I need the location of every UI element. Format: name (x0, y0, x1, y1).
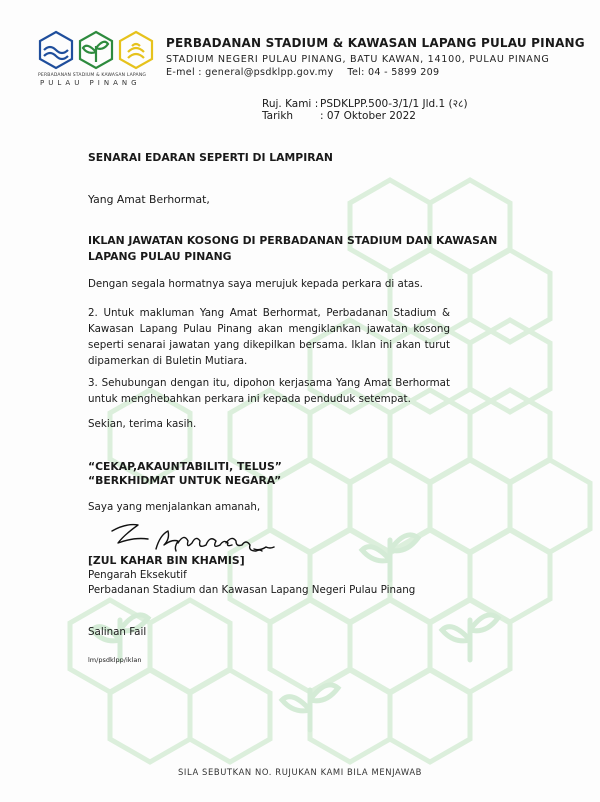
logo-caption-state: PULAU PINANG (40, 79, 141, 87)
signatory-title: Pengarah Eksekutif (88, 569, 187, 581)
subject-line-1: IKLAN JAWATAN KOSONG DI PERBADANAN STADIUM DAN KAWASAN (88, 234, 498, 247)
date-line (262, 110, 416, 122)
paragraph-3-line: 3. Sehubungan dengan itu, dipohon kerjasama Yang Amat Berhormat (88, 377, 450, 389)
closing: Sekian, terima kasih. (88, 418, 197, 430)
paragraph-1: Dengan segala hormatnya saya merujuk kepada perkara di atas. (88, 278, 423, 290)
subject-line-2: LAPANG PULAU PINANG (88, 250, 232, 263)
reference-label: Ruj. Kami : (262, 98, 319, 110)
date-label: Tarikh (262, 110, 294, 122)
date-value: : 07 Oktober 2022 (320, 110, 416, 122)
signatory-name: [ZUL KAHAR BIN KHAMIS] (88, 554, 245, 567)
paragraph-2-line: 2. Untuk makluman Yang Amat Berhormat, Perbadanan Stadium & (88, 307, 450, 319)
reference-line (262, 97, 468, 111)
organization-contact (166, 67, 439, 78)
file-reference-code: lm/psdklpp/iklan (88, 656, 142, 664)
motto-line-1: “CEKAP,AKAUNTABILITI, TELUS” (88, 460, 282, 473)
paragraph-2-line: dipamerkan di Buletin Mutiara. (88, 355, 248, 367)
motto-line-2: “BERKHIDMAT UNTUK NEGARA” (88, 474, 282, 487)
paragraph-2-line: Kawasan Lapang Pulau Pinang akan mengiklankan jawatan kosong (88, 323, 450, 335)
paragraph-2 (88, 305, 450, 369)
footer-notice: SILA SEBUTKAN NO. RUJUKAN KAMI BILA MENJAWAB (178, 767, 422, 777)
organization-name: PERBADANAN STADIUM & KAWASAN LAPANG PULAU PINANG (166, 36, 585, 50)
signatory-organization: Perbadanan Stadium dan Kawasan Lapang Negeri Pulau Pinang (88, 584, 416, 596)
phone-text: Tel: 04 - 5899 209 (347, 67, 440, 78)
trust-line: Saya yang menjalankan amanah, (88, 501, 261, 513)
organization-address: STADIUM NEGERI PULAU PINANG, BATU KAWAN, 14100, PULAU PINANG (166, 54, 550, 65)
email-text: E-mel : general@psdklpp.gov.my (166, 67, 334, 78)
paragraph-3-line: untuk menghebahkan perkara ini kepada penduduk setempat. (88, 393, 411, 405)
recipient-line: SENARAI EDARAN SEPERTI DI LAMPIRAN (88, 151, 333, 164)
paragraph-2-line: seperti senarai jawatan yang dikepilkan bersama. Iklan ini akan turut (88, 339, 450, 351)
logo-caption-org: PERBADANAN STADIUM & KAWASAN LAPANG (38, 73, 147, 78)
organization-logo (36, 28, 158, 76)
reference-number: PSDKLPP.500-3/1/1 Jld.1 (२८) (320, 98, 468, 110)
salutation: Yang Amat Berhormat, (88, 193, 210, 206)
file-copy-label: Salinan Fail (88, 626, 147, 638)
paragraph-3 (88, 375, 450, 407)
